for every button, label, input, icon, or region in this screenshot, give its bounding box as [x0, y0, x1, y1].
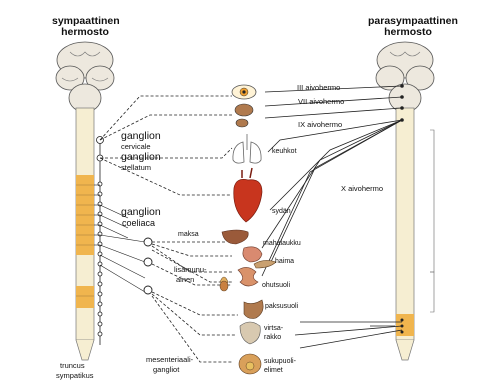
nerve-3-label: III aivohermo	[297, 83, 341, 92]
liver-label: maksa	[178, 231, 199, 238]
nerve-9-label: IX aivohermo	[298, 120, 343, 129]
colon-label: paksusuoli	[265, 303, 299, 310]
pancreas-label: haima	[275, 258, 295, 265]
ganglion-coeliaca-label: ganglion	[121, 206, 161, 218]
stomach-icon	[243, 247, 262, 262]
nerve-10-label: X aivohermo	[341, 184, 384, 193]
left-brain	[56, 42, 114, 112]
bladder-icon	[240, 322, 260, 344]
heart-label: sydän	[272, 208, 291, 215]
right-brain	[376, 42, 434, 112]
bladder-label-1: virtsa-	[264, 325, 284, 332]
ganglion-coeliaca-sub: coeliaca	[122, 218, 156, 228]
truncus-label-2: sympatikus	[56, 371, 94, 380]
right-spinal-cord	[396, 108, 414, 340]
genitals-label-1: sukupuoli-	[264, 358, 296, 365]
adrenal-label-1: lisämunu-	[174, 265, 207, 274]
pancreas-icon	[254, 260, 276, 268]
small-intestine-label: ohutsuoli	[262, 282, 291, 289]
ganglion-stellatum-label: ganglion	[121, 151, 161, 163]
truncus-label-1: truncus	[60, 361, 85, 370]
eye-icon	[232, 85, 256, 99]
right-sacral-segments	[396, 314, 414, 336]
genitals-label-2: elimet	[264, 367, 283, 374]
lungs-label: keuhkot	[272, 148, 297, 155]
stomach-label: mahalaukku	[263, 240, 301, 247]
sympathetic-title: sympaattinen hermosto	[52, 15, 120, 39]
mesenterial-label-1: mesenteriaali-	[146, 355, 194, 364]
bladder-label-2: rakko	[264, 334, 282, 341]
mesenteric-ganglion-upper	[144, 258, 152, 266]
lungs-icon	[233, 134, 261, 163]
mesenterial-label-2: gangliot	[153, 365, 180, 374]
adrenal-icon	[220, 277, 228, 291]
ganglion-cervicale-sub: cervicale	[121, 142, 151, 151]
salivary-gland-icon	[235, 104, 253, 127]
left-sacral-segments	[76, 286, 94, 308]
sympathetic-trunk	[97, 137, 104, 346]
heart-icon	[234, 168, 262, 222]
ganglion-cervicale-label: ganglion	[121, 130, 161, 142]
liver-icon	[222, 230, 248, 244]
colon-icon	[244, 300, 263, 319]
small-intestine-icon	[238, 267, 258, 286]
mesenteric-ganglion-lower	[144, 286, 152, 294]
coeliac-ganglion	[144, 238, 152, 246]
nerve-7-label: VII aivohermo	[298, 97, 345, 106]
ganglion-stellatum-sub: stellatum	[121, 163, 152, 172]
parasympathetic-title: parasympaattinen hermosto	[368, 15, 458, 39]
genitals-icon	[239, 354, 261, 374]
adrenal-label-2: ainen	[176, 275, 195, 284]
